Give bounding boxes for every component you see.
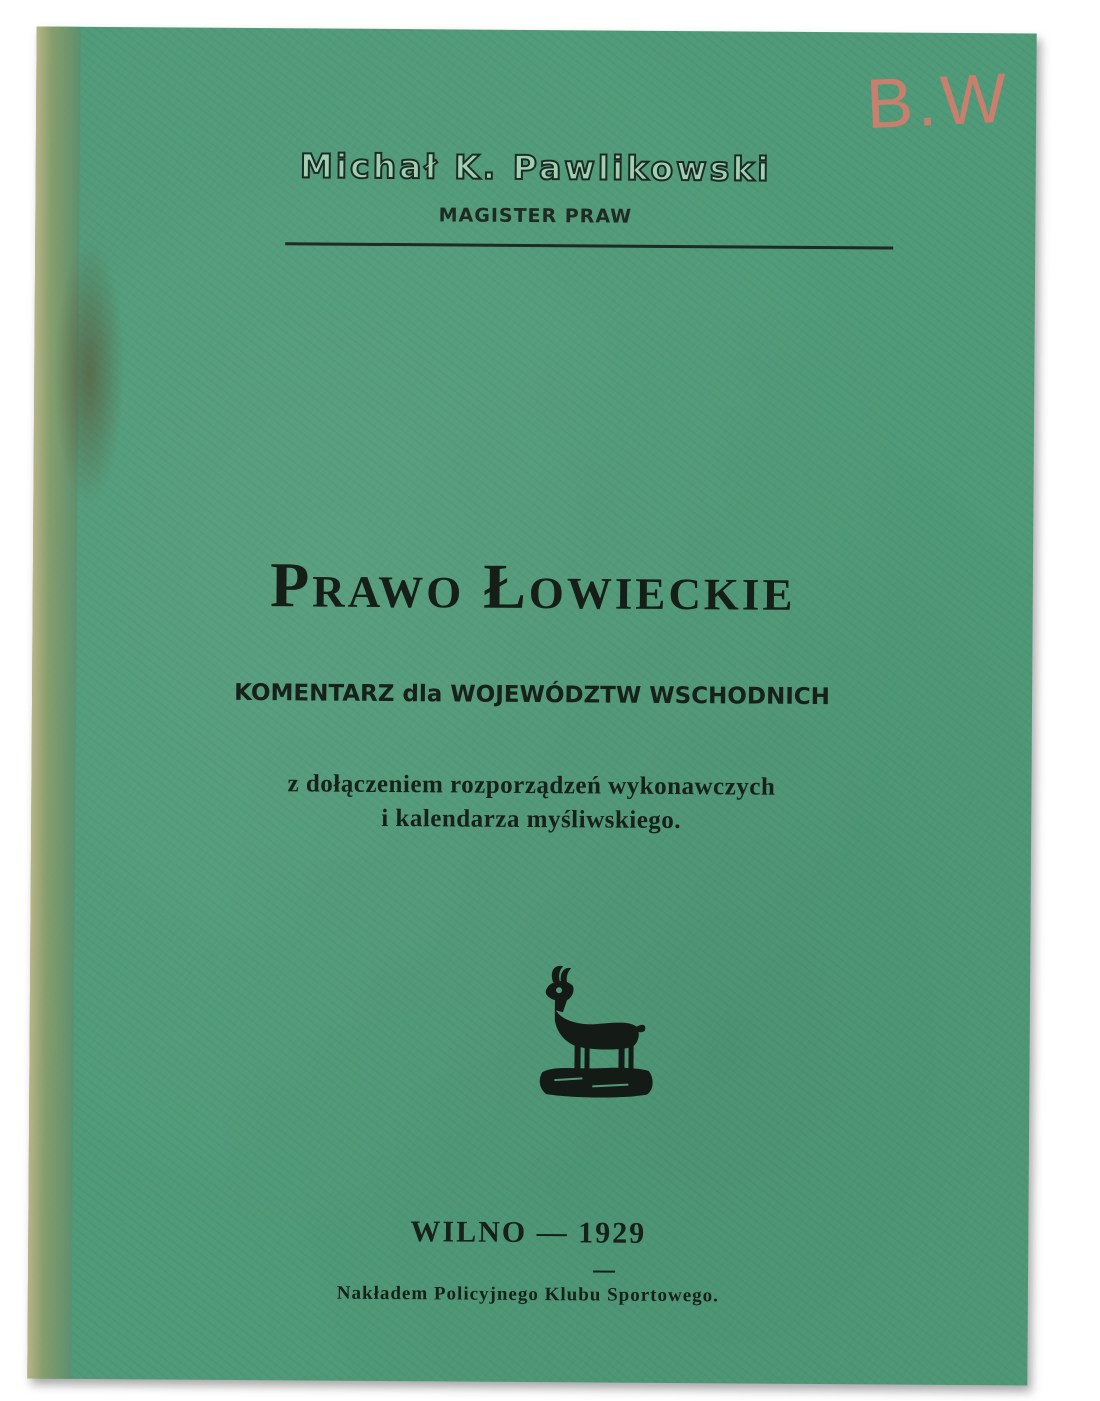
water-stain — [53, 237, 125, 507]
book-title: Prawo Łowieckie — [269, 549, 796, 624]
place-and-year: WILNO — 1929 — [410, 1215, 647, 1250]
ownership-stamp: B.W — [864, 58, 1013, 144]
chamois-on-rock-icon — [532, 960, 658, 1101]
book-subtitle: KOMENTARZ dla WOJEWÓDZTW WSCHODNICH — [234, 679, 831, 711]
book-cover — [27, 27, 1036, 1386]
publisher-line: Nakładem Policyjnego Klubu Sportowego. — [336, 1282, 720, 1307]
additions-line-2: i kalendarza myśliwskiego. — [381, 804, 682, 835]
separator-dash — [593, 1270, 615, 1272]
author-degree: MAGISTER PRAW — [438, 204, 633, 228]
author-name: Michał K. Pawlikowski — [299, 146, 772, 189]
additions-line-1: z dołączeniem rozporządzeń wykonawczych — [287, 770, 776, 801]
header-rule — [285, 242, 893, 249]
